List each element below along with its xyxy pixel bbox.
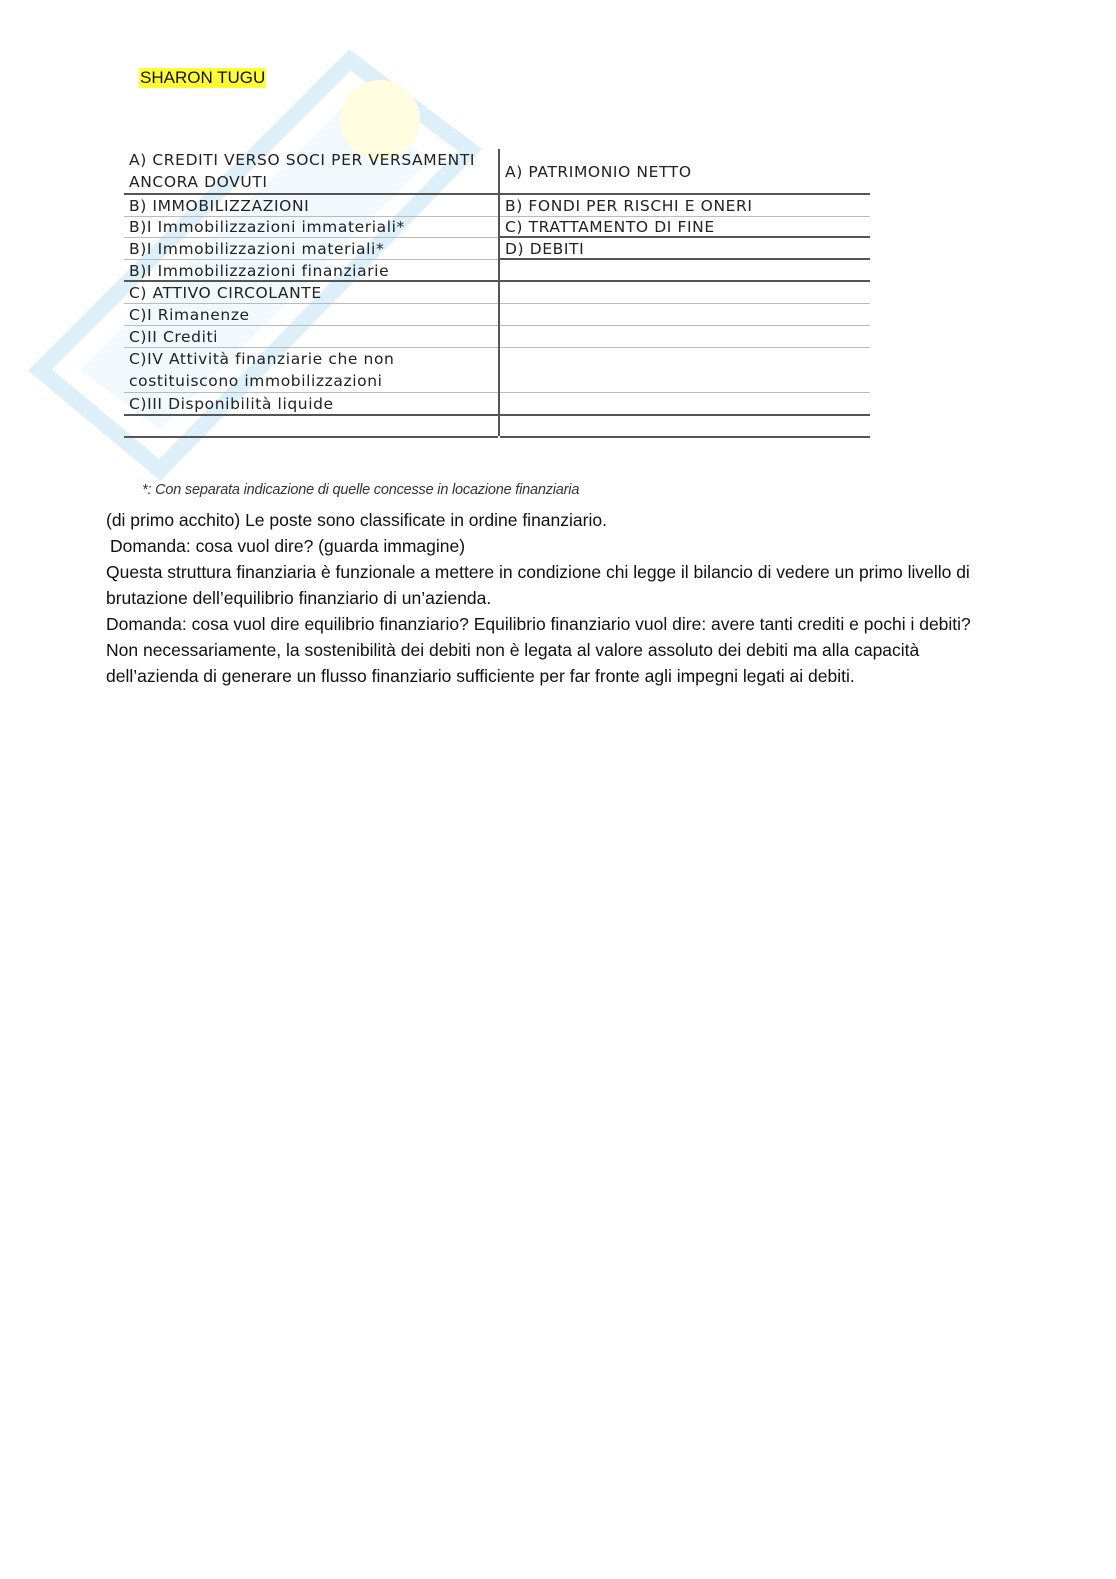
- liability-row-empty: [500, 326, 870, 348]
- asset-row-empty: [124, 416, 498, 438]
- paragraph: (di primo acchito) Le poste sono classificate in ordine finanziario.: [106, 510, 607, 530]
- liability-row-empty: [500, 393, 870, 416]
- liability-row-empty: [500, 260, 870, 282]
- body-text: [106, 507, 1006, 689]
- asset-row: B)I Immobilizzazioni materiali*: [124, 238, 498, 260]
- asset-row: B)I Immobilizzazioni finanziarie: [124, 260, 498, 282]
- paragraph: Questa struttura finanziaria è funzionale a mettere in condizione chi legge il bilancio di vedere un primo livello di brutazione dell’equilibrio finanziario di un’azienda.: [106, 562, 970, 608]
- liability-row-empty: [500, 304, 870, 326]
- liability-row-empty: [500, 282, 870, 304]
- asset-row: C)I Rimanenze: [124, 304, 498, 326]
- assets-column: [124, 149, 500, 436]
- liability-row: B) FONDI PER RISCHI E ONERI: [500, 195, 870, 217]
- asset-row: C)III Disponibilità liquide: [124, 393, 498, 416]
- asset-row: C)II Crediti: [124, 326, 498, 348]
- liability-row-empty: [500, 348, 870, 393]
- asset-row: B) IMMOBILIZZAZIONI: [124, 195, 498, 217]
- asset-row: C) ATTIVO CIRCOLANTE: [124, 282, 498, 304]
- paragraph: Domanda: cosa vuol dire? (guarda immagine): [110, 536, 466, 556]
- liability-row: C) TRATTAMENTO DI FINE: [500, 217, 870, 238]
- asset-row: A) CREDITI VERSO SOCI PER VERSAMENTI ANCORA DOVUTI: [124, 149, 498, 195]
- paragraph: Domanda: cosa vuol dire equilibrio finanziario? Equilibrio finanziario vuol dire: avere tanti crediti e pochi i debiti? Non necessariamente, la sostenibilità dei debiti non è legata al valore assoluto dei debiti ma alla capacità dell’azienda di generare un flusso finanziario sufficiente per far fronte agli impegni legati ai debiti.: [106, 614, 971, 686]
- liability-row-empty: [500, 416, 870, 438]
- balance-sheet-table: [124, 149, 870, 451]
- asset-row: B)I Immobilizzazioni immateriali*: [124, 217, 498, 238]
- liability-row: D) DEBITI: [500, 238, 870, 260]
- liabilities-column: [500, 149, 870, 438]
- table-footnote: *: Con separata indicazione di quelle concesse in locazione finanziaria: [142, 482, 580, 498]
- asset-row: C)IV Attività finanziarie che non costituiscono immobilizzazioni: [124, 348, 498, 393]
- liability-row: A) PATRIMONIO NETTO: [500, 149, 870, 195]
- author-name: SHARON TUGU: [140, 68, 266, 87]
